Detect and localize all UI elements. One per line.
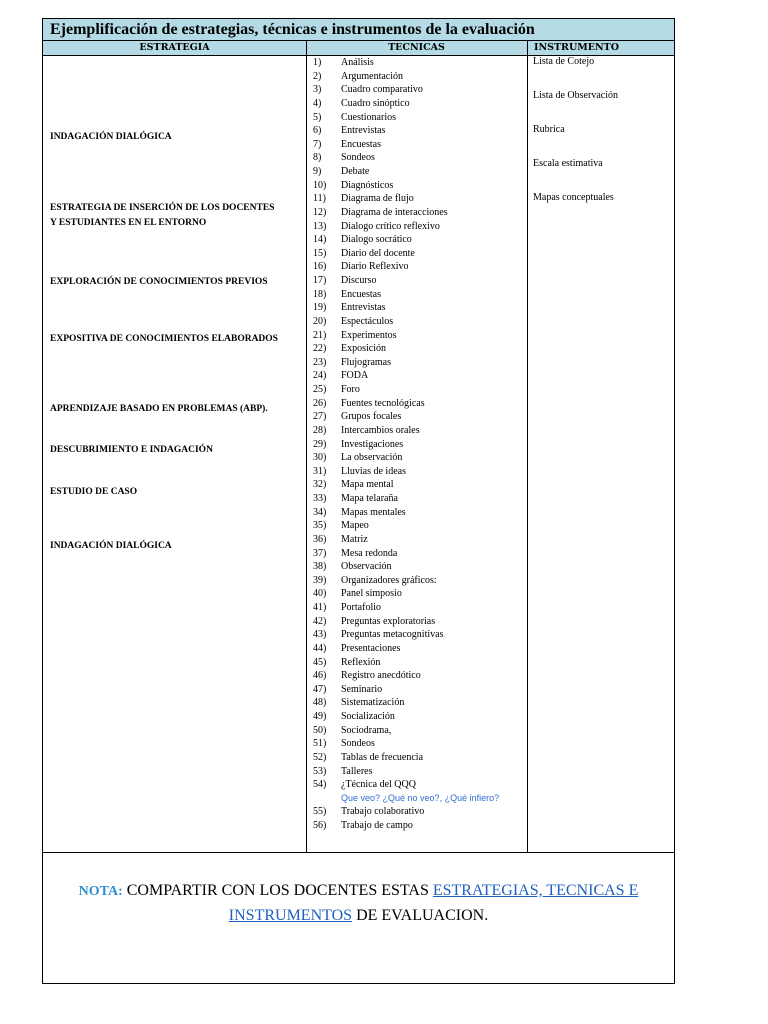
tecnica-item [311,560,525,574]
tecnica-item [311,301,525,315]
tecnica-label: Dialogo socrático [341,234,412,246]
tecnica-number: 43) [313,629,327,641]
tecnica-item [311,506,525,520]
tecnica-number: 53) [313,765,327,777]
tecnica-item [311,138,525,152]
tecnica-item [311,710,525,724]
tecnica-item [311,260,525,274]
row-divider [43,852,674,853]
tecnica-label: Fuentes tecnológicas [341,397,425,409]
tecnica-item [311,274,525,288]
tecnica-number: 35) [313,520,327,532]
tecnica-item [311,397,525,411]
tecnica-label: Panel simposio [341,588,402,600]
instrumento-item: Lista de Cotejo [533,56,595,67]
tecnica-label: FODA [341,370,369,382]
tecnica-label: Preguntas metacognitivas [341,629,444,641]
estrategia-item: INDAGACIÓN DIALÓGICA [50,541,172,551]
tecnica-number: 14) [313,234,327,246]
tecnica-number: 16) [313,261,327,273]
tecnica-item [311,97,525,111]
tecnica-number: 21) [313,329,327,341]
tecnica-label: Mapeo [341,520,369,532]
estrategia-item: ESTUDIO DE CASO [50,487,138,497]
tecnica-item [311,587,525,601]
tecnica-label: Diagrama de flujo [341,193,414,205]
nota-text: COMPARTIR CON LOS DOCENTES ESTAS [122,882,433,899]
table-title: Ejemplificación de estrategias, técnicas e instrumentos de la evaluación [43,19,674,41]
tecnica-label: Talleres [341,765,373,777]
tecnica-number: 1) [313,57,322,68]
tecnica-label: Sondeos [341,152,375,164]
tecnica-item [311,233,525,247]
tecnica-item [311,151,525,165]
tecnica-label: Lluvias de ideas [341,465,406,477]
tecnica-number: 17) [313,275,327,286]
tecnica-number: 23) [313,356,327,368]
estrategia-item: INDAGACIÓN DIALÓGICA [50,132,172,142]
tecnica-number: 24) [313,370,327,382]
tecnica-number: 12) [313,206,327,218]
tecnica-label: Diario del docente [341,247,415,259]
tecnica-label: Cuadro sinóptico [341,97,410,109]
tecnica-number: 42) [313,615,327,627]
tecnica-label: Sistematización [341,697,405,709]
tecnica-label: Diagnósticos [341,179,394,191]
tecnica-label: Exposición [341,343,386,355]
tecnica-label: Flujogramas [341,356,391,368]
tecnica-item [311,329,525,343]
tecnica-item [311,356,525,370]
tecnica-label: Trabajo de campo [341,820,413,831]
tecnica-item [311,601,525,615]
tecnica-number: 47) [313,683,327,695]
tecnica-item [311,683,525,697]
tecnica-item [311,342,525,356]
header-instrumento: INSTRUMENTO [534,42,620,53]
tecnica-number: 5) [313,111,322,123]
tecnica-item [311,438,525,452]
tecnica-item [311,192,525,206]
tecnica-number: 50) [313,724,327,736]
tecnica-label: Grupos focales [341,411,402,423]
tecnica-item [311,56,525,70]
tecnica-number: 20) [313,315,327,327]
tecnica-label: Entrevistas [341,302,386,314]
tecnica-item [311,247,525,261]
tecnica-number: 30) [313,452,327,464]
tecnica-number: 55) [313,806,327,818]
nota-period: . [484,907,489,924]
estrategia-item: ESTRATEGIA DE INSERCIÓN DE LOS DOCENTES Y ESTUDIANTES EN EL ENTORNO [50,203,275,228]
tecnica-item [311,642,525,656]
tecnica-item [311,410,525,424]
tecnica-item [311,533,525,547]
tecnica-number: 8) [313,152,322,164]
instrumento-item: Mapas conceptuales [533,192,614,203]
evaluation-table [42,18,675,984]
tecnica-item [311,478,525,492]
tecnica-item [311,696,525,710]
estrategia-item: EXPOSITIVA DE CONOCIMIENTOS ELABORADOS [50,334,278,344]
tecnica-number: 10) [313,179,327,191]
tecnica-item [311,765,525,779]
tecnica-number: 13) [313,220,327,232]
tecnica-number: 7) [313,138,322,150]
tecnica-number: 44) [313,642,327,654]
tecnica-number: 34) [313,506,327,518]
tecnica-number: 52) [313,751,327,763]
column-headers [43,41,674,56]
tecnica-label: Reflexión [341,656,381,668]
tecnica-item [311,206,525,220]
tecnica-label: Portafolio [341,602,381,613]
tecnica-number: 3) [313,84,322,96]
tecnica-number: 46) [313,670,327,682]
tecnica-label: Cuestionarios [341,111,396,123]
tecnica-item [311,165,525,179]
tecnica-item [311,83,525,97]
tecnica-number: 28) [313,424,327,436]
tecnica-label: Registro anecdótico [341,670,421,682]
tecnica-label: Sociodrama, [341,724,392,736]
tecnica-item [311,179,525,193]
tecnica-label: Sondeos [341,738,375,750]
tecnica-label: Socialización [341,711,395,722]
tecnica-number: 41) [313,602,327,613]
tecnica-item [311,70,525,84]
tecnica-item [311,465,525,479]
tecnica-label: Trabajo colaborativo [341,806,425,818]
tecnica-item [311,451,525,465]
tecnica-item [311,805,525,819]
tecnica-number: 56) [313,820,327,831]
tecnica-subnote: Que veo? ¿Qué no veo?, ¿Qué infiero? [341,792,500,803]
tecnica-number: 22) [313,343,327,355]
tecnica-label: Diagrama de interacciones [341,206,448,218]
tecnica-number: 15) [313,247,327,259]
estrategia-item: DESCUBRIMIENTO E INDAGACIÓN [50,445,213,455]
tecnica-number: 9) [313,166,322,177]
tecnica-number: 51) [313,738,327,750]
tecnica-item [311,615,525,629]
tecnica-label: Dialogo crítico reflexivo [341,220,440,232]
tecnica-label: Argumentación [341,70,404,82]
header-tecnicas: TECNICAS [388,42,445,53]
tecnica-label: Debate [341,166,370,177]
tecnica-label: ¿Técnica del QQQ [341,779,416,791]
tecnica-label: Intercambios orales [341,424,420,436]
tecnica-label: Observación [341,561,392,573]
tecnica-number: 49) [313,711,327,722]
tecnica-label: Tablas de frecuencia [341,751,424,763]
tecnica-label: Cuadro comparativo [341,84,423,96]
tecnica-label: Foro [341,384,360,395]
tecnica-number: 25) [313,384,327,395]
header-estrategia: ESTRATEGIA [139,42,210,53]
tecnica-item [311,751,525,765]
tecnica-number: 2) [313,70,322,82]
tecnica-number: 48) [313,697,327,709]
tecnica-number: 6) [313,125,322,137]
estrategia-item: APRENDIZAJE BASADO EN PROBLEMAS (ABP). [50,404,268,414]
tecnica-label: La observación [341,452,403,464]
tecnica-label: Entrevistas [341,125,386,137]
tecnica-number: 32) [313,479,327,491]
tecnica-item [311,778,525,792]
tecnica-label: Mapa telaraña [341,493,398,504]
tecnica-number: 11) [313,193,326,205]
tecnica-item [311,492,525,506]
tecnica-item [311,669,525,683]
nota-link-estrategias[interactable]: ESTRATEGIAS, TECNICAS E [432,882,639,899]
tecnica-number: 38) [313,561,327,573]
tecnica-number: 19) [313,302,327,314]
tecnica-item [311,369,525,383]
tecnica-number: 27) [313,411,327,423]
column-divider [527,41,528,853]
tecnica-item [311,315,525,329]
tecnica-number: 37) [313,547,327,559]
tecnica-item [311,724,525,738]
tecnica-label: Mesa redonda [341,547,398,559]
tecnica-number: 36) [313,533,327,545]
tecnica-label: Organizadores gráficos: [341,574,437,586]
tecnica-number: 4) [313,97,322,109]
tecnica-item [311,737,525,751]
column-divider [306,41,307,853]
instrumento-item: Lista de Observación [533,90,618,101]
tecnicas-list [311,56,525,833]
instrumento-item: Rubrica [533,124,565,135]
tecnica-label: Discurso [341,275,377,286]
tecnica-label: Encuestas [341,138,381,150]
tecnica-label: Seminario [341,683,383,695]
tecnica-item [311,124,525,138]
tecnica-item [311,288,525,302]
tecnica-number: 26) [313,397,327,409]
tecnica-item [311,519,525,533]
nota-block [43,879,674,928]
tecnica-number: 18) [313,288,327,300]
tecnica-number: 40) [313,588,327,600]
tecnica-item [311,220,525,234]
nota-link-instrumentos[interactable]: INSTRUMENTOS [228,907,353,924]
tecnica-number: 31) [313,465,327,477]
tecnica-label: Experimentos [341,329,397,341]
tecnica-label: Mapas mentales [341,506,406,518]
tecnica-label: Análisis [341,57,374,68]
tecnica-item [311,819,525,833]
instrumento-item: Escala estimativa [533,158,603,169]
tecnica-number: 39) [313,574,327,586]
tecnica-label: Preguntas exploratorias [341,615,436,627]
tecnica-item [311,111,525,125]
tecnica-label: Espectáculos [341,315,394,327]
tecnica-label: Diario Reflexivo [341,261,409,273]
tecnica-item [311,574,525,588]
tecnica-label: Encuestas [341,288,381,300]
tecnica-label: Matriz [341,533,368,545]
tecnica-item [311,424,525,438]
tecnica-number: 29) [313,438,327,450]
tecnica-item [311,547,525,561]
tecnica-number: 45) [313,656,327,668]
tecnica-item [311,628,525,642]
tecnica-number: 54) [313,779,327,791]
estrategia-item: EXPLORACIÓN DE CONOCIMIENTOS PREVIOS [50,277,268,287]
nota-text-end: DE EVALUACION [352,907,485,924]
tecnica-item [311,383,525,397]
tecnica-label: Investigaciones [341,438,404,450]
tecnica-label: Mapa mental [341,479,394,491]
tecnica-number: 33) [313,493,327,504]
tecnica-label: Presentaciones [341,642,401,654]
tecnica-item [311,656,525,670]
nota-label: NOTA: [78,884,123,899]
